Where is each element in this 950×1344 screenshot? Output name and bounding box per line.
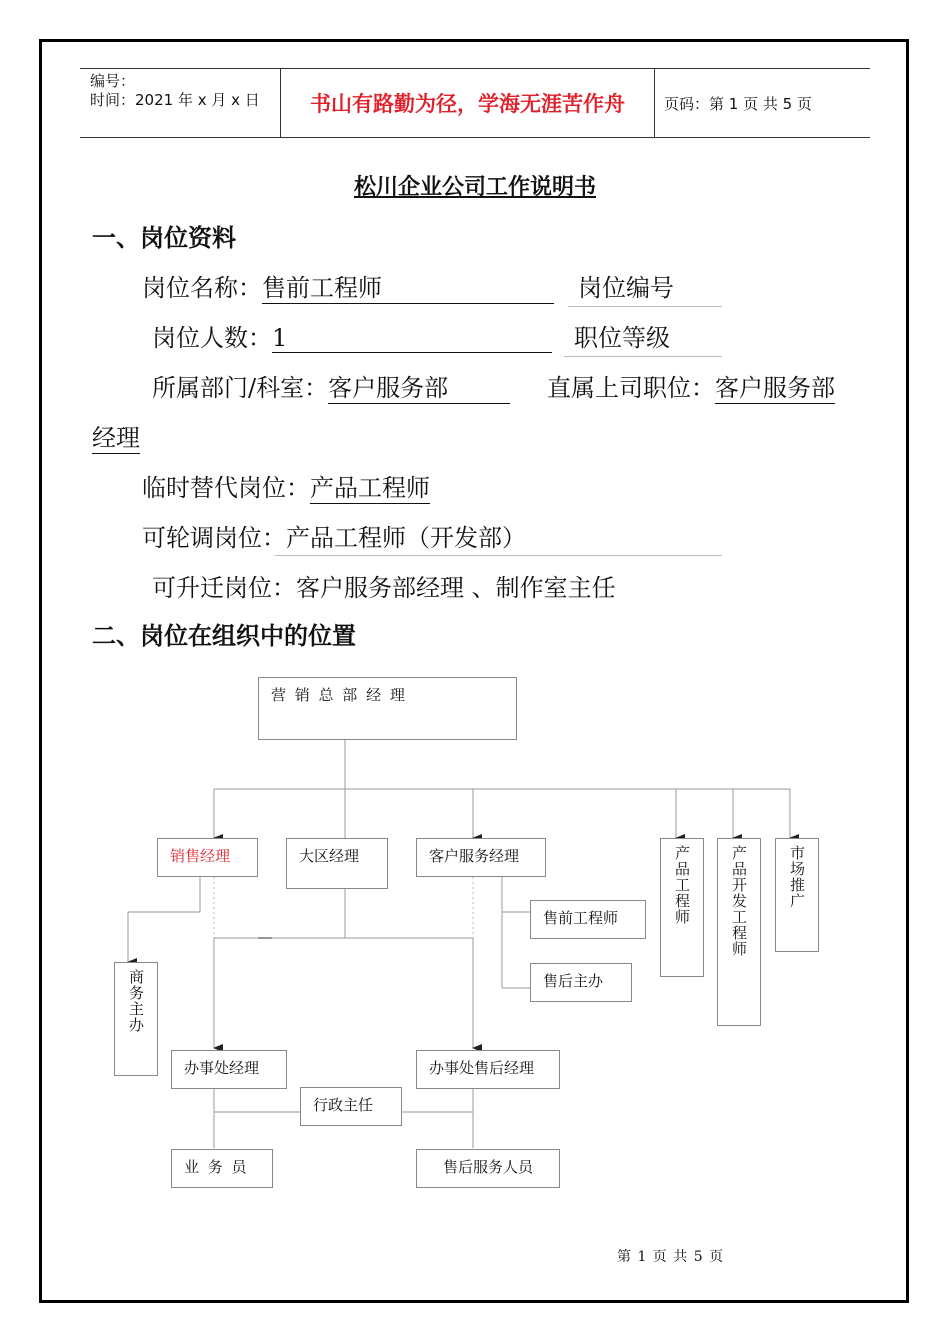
- org-box-admin-lead: 行政主任: [300, 1087, 402, 1126]
- headcount-label: 岗位人数：: [152, 324, 272, 352]
- number-label: 编号：: [90, 72, 136, 90]
- post-name-label: 岗位名称：: [142, 274, 262, 302]
- dept-value: 客户服务部: [328, 368, 510, 404]
- org-box-salesman: 业 务 员: [171, 1149, 273, 1188]
- substitute-value: 产品工程师: [310, 468, 430, 504]
- org-box-product-engineer: [660, 838, 704, 977]
- rotation-line: 可轮调岗位：产品工程师（开发部）: [142, 524, 526, 552]
- time-label: 时间：2021 年 x 月 x 日: [90, 91, 260, 109]
- post-name-value: 售前工程师: [262, 268, 554, 304]
- section-heading-1: 一、岗位资料: [92, 224, 236, 252]
- dept-label: 所属部门/科室：: [152, 374, 329, 402]
- org-marketing-text: 市场推广: [788, 845, 806, 909]
- superior-label: 直属上司职位：: [547, 374, 715, 402]
- org-product-engineer-text: 产品工程师: [673, 845, 691, 925]
- org-box-office-manager: 办事处经理: [171, 1050, 287, 1089]
- header-motto: 书山有路勤为径，学海无涯苦作舟: [281, 69, 655, 137]
- org-box-marketing-head: 营 销 总 部 经 理: [258, 677, 517, 740]
- superior-value-a: 客户服务部: [715, 368, 835, 404]
- page-footer: 第 1 页 共 5 页: [617, 1249, 725, 1265]
- superior-value-b: 经理: [92, 418, 140, 454]
- org-box-presales-engineer: 售前工程师: [530, 900, 646, 939]
- org-box-region-manager: 大区经理: [286, 838, 388, 889]
- headcount-value: 1: [272, 324, 552, 353]
- section-heading-2: 二、岗位在组织中的位置: [92, 622, 356, 650]
- org-box-business-assistant: [114, 962, 158, 1076]
- document-title-text: 松川企业公司工作说明书: [353, 175, 596, 200]
- header-page-info: 页码：第 1 页 共 5 页: [664, 94, 812, 113]
- org-product-dev-engineer-text: 产品开发工程师: [730, 845, 748, 957]
- promotion-line: 可升迁岗位：客户服务部经理 、制作室主任: [152, 574, 616, 602]
- grade-label: 职位等级: [574, 324, 670, 352]
- org-box-aftersales-lead: 售后主办: [530, 963, 632, 1002]
- org-box-cs-manager: 客户服务经理: [416, 838, 546, 877]
- org-box-office-aftersales-manager: 办事处售后经理: [416, 1050, 560, 1089]
- org-box-aftersales-staff: 售后服务人员: [416, 1149, 560, 1188]
- org-box-marketing: [775, 838, 819, 952]
- org-business-assistant-text: 商务主办: [127, 969, 145, 1033]
- substitute-label: 临时替代岗位：: [142, 474, 310, 502]
- org-box-sales-manager: 销售经理: [157, 838, 258, 877]
- post-code-label: 岗位编号: [578, 274, 674, 302]
- org-box-product-dev-engineer: [717, 838, 761, 1026]
